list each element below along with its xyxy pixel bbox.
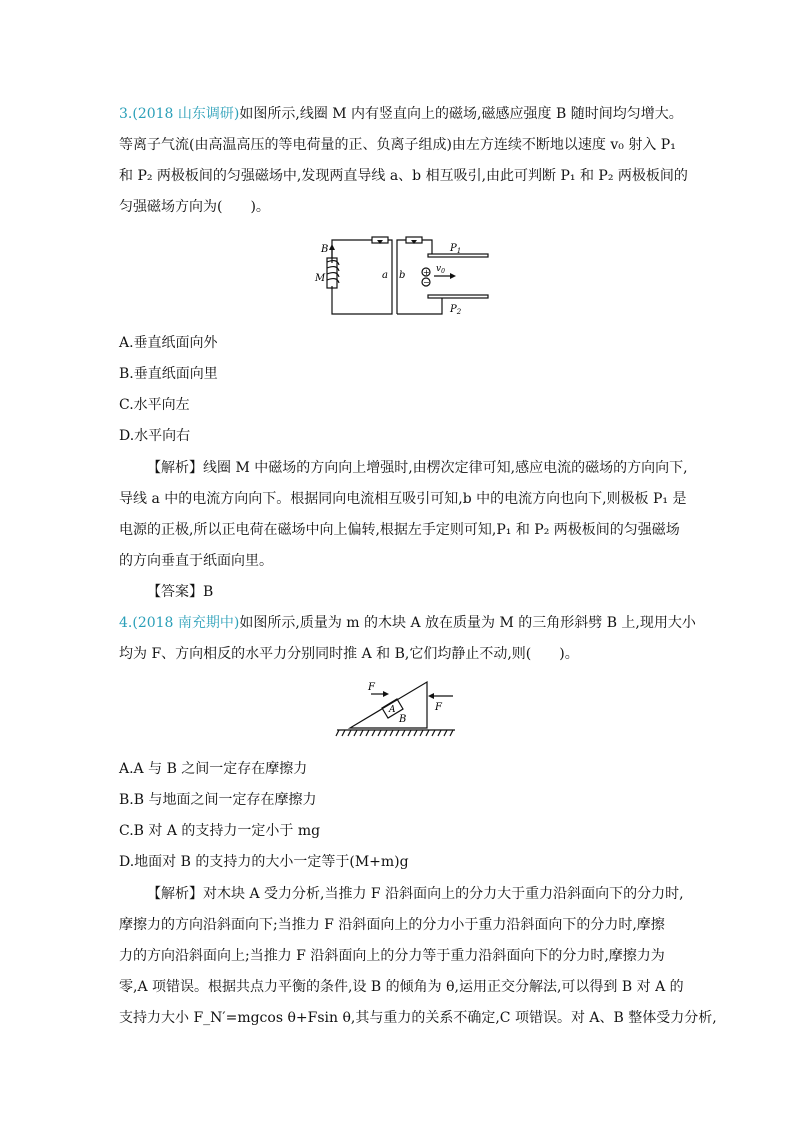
q3-velocity-arrowhead — [450, 273, 456, 279]
q4-option-a: A.A 与 B 之间一定存在摩擦力 — [119, 761, 308, 777]
q3-label-P1: $P_1$ — [450, 243, 462, 255]
q4-label-F-left: F — [368, 682, 375, 693]
q3-text-1: 如图所示,线圈 M 内有竖直向上的磁场,磁感应强度 B 随时间均匀增大。 — [239, 106, 683, 122]
q3-wire-top-left — [332, 240, 372, 263]
q4-force-left-arrowhead — [383, 691, 389, 697]
q3-wire-to-p2 — [397, 298, 442, 314]
q3-minus-sign: − — [423, 278, 430, 287]
q3-wire-to-p1 — [422, 240, 432, 254]
q4-source: (2018 南充期中) — [132, 615, 240, 631]
q4-ground-hatching — [336, 730, 453, 736]
q3-analysis-1: 【解析】线圈 M 中磁场的方向向上增强时,由楞次定律可知,感应电流的磁场的方向向下, — [147, 460, 688, 476]
q3-label-a: a — [382, 270, 388, 281]
q3-option-d: D.水平向右 — [119, 428, 191, 444]
q4-incline-figure — [335, 676, 457, 742]
q4-analysis-1: 【解析】对木块 A 受力分析,当推力 F 沿斜面向上的分力大于重力沿斜面向下的分力时, — [147, 886, 684, 902]
q4-analysis-3: 力的方向沿斜面向上;当推力 F 沿斜面向上的分力等于重力沿斜面向下的分力时,摩擦力为 — [119, 948, 665, 964]
q4-line-1 — [119, 613, 694, 633]
q4-analysis-2: 摩擦力的方向沿斜面向下;当推力 F 沿斜面向上的分力小于重力沿斜面向下的分力时,摩擦 — [119, 917, 665, 933]
q3-analysis-3: 电源的正极,所以正电荷在磁场中向上偏转,根据左手定则可知,P₁ 和 P₂ 两极板间的匀强磁场 — [119, 522, 680, 538]
q4-option-c: C.B 对 A 的支持力一定小于 mg — [119, 823, 321, 839]
q3-label-v0: $v_0$ — [436, 264, 445, 275]
q4-text-1: 如图所示,质量为 m 的木块 A 放在质量为 M 的三角形斜劈 B 上,现用大小 — [239, 615, 696, 631]
q3-plate-p2 — [428, 295, 488, 298]
q3-option-c: C.水平向左 — [119, 397, 190, 413]
q4-label-F-right: F — [435, 702, 442, 713]
q4-analysis-5: 支持力大小 F_N′=mgcos θ+Fsin θ,其与重力的关系不确定,C 项错误。对 A、B 整体受力分析, — [119, 1010, 717, 1026]
q3-label-P2: $P_2$ — [450, 304, 462, 316]
q4-label-A: A — [389, 705, 396, 715]
q4-option-b: B.B 与地面之间一定存在摩擦力 — [119, 792, 317, 808]
q4-analysis-4: 零,A 项错误。根据共点力平衡的条件,设 B 的倾角为 θ,运用正交分解法,可以得到 B 对 A 的 — [119, 979, 684, 995]
q3-plus-sign: + — [423, 268, 430, 277]
q3-analysis-4: 的方向垂直于纸面向里。 — [119, 553, 273, 569]
q3-circuit-figure — [310, 228, 495, 320]
q3-line-3: 和 P₂ 两极板间的匀强磁场中,发现两直导线 a、b 相互吸引,由此可判断 P₁ 和 P₂ 两极板间的 — [119, 168, 688, 184]
q3-line-4: 匀强磁场方向为( )。 — [119, 199, 270, 215]
q3-answer: 【答案】B — [147, 584, 214, 600]
q3-line-1 — [119, 104, 694, 124]
q3-label-M: M — [315, 273, 326, 284]
q4-line-2: 均为 F、方向相反的水平力分别同时推 A 和 B,它们均静止不动,则( )。 — [119, 646, 579, 662]
q3-option-b: B.垂直纸面向里 — [119, 366, 218, 382]
q4-option-d: D.地面对 B 的支持力的大小一定等于(M+m)g — [119, 854, 409, 870]
q3-line-2: 等离子气流(由高温高压的等电荷量的正、负离子组成)由左方连续不断地以速度 v₀ 射入 P₁ — [119, 137, 676, 153]
q4-force-right-arrowhead — [428, 693, 434, 699]
q3-label-B: B — [321, 244, 329, 255]
q3-field-arrowhead — [329, 244, 335, 250]
q3-number: 3. — [119, 106, 133, 122]
q3-label-b: b — [399, 270, 406, 281]
q3-source: (2018 山东调研) — [132, 106, 240, 122]
q4-number: 4. — [119, 615, 133, 631]
q4-label-B: B — [399, 714, 407, 725]
q3-analysis-2: 导线 a 中的电流方向向下。根据同向电流相互吸引可知,b 中的电流方向也向下,则极板 P₁ 是 — [119, 491, 687, 507]
q3-option-a: A.垂直纸面向外 — [119, 335, 218, 351]
